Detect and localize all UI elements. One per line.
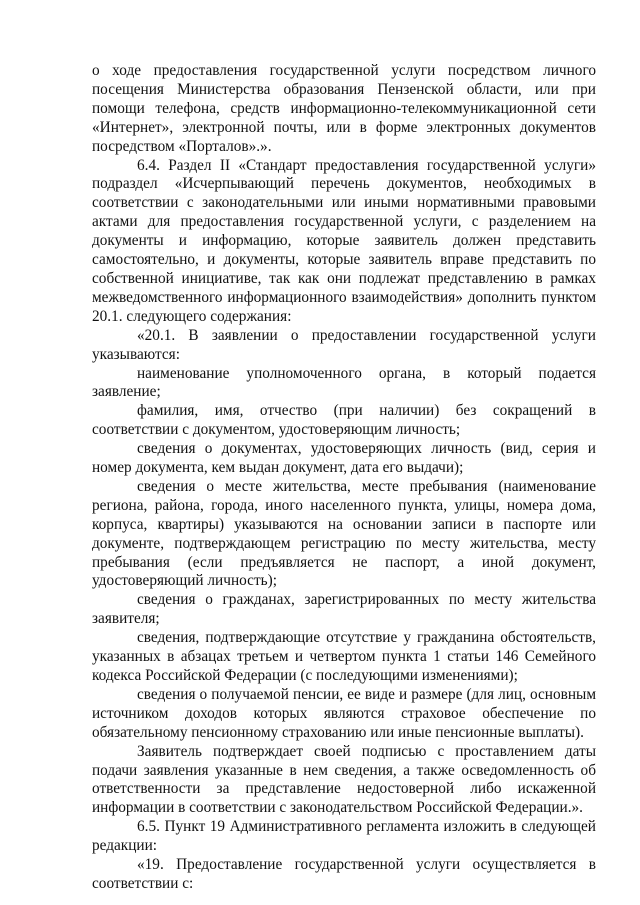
paragraph-4: наименование уполномоченного органа, в который подается заявление; <box>92 364 596 401</box>
paragraph-13: «19. Предоставление государственной услуги осуществляется в соответствии с: <box>92 856 596 892</box>
paragraph-6: сведения о документах, удостоверяющих личность (вид, серия и номер документа, кем выдан документ, дата его выдачи); <box>92 440 596 477</box>
paragraph-7: сведения о месте жительства, месте пребывания (наименование региона, района, города, иного населенного пункта, улицы, номера дома, корпуса, квартиры) указываются на основании записи в паспорте или документе, подтверждающем регистрацию по месту жительства, месту пребывания (если предъявляется не паспорт, а иной документ, удостоверяющий личность); <box>92 477 596 590</box>
paragraph-2: 6.4. Раздел II «Стандарт предоставления государственной услуги» подраздел «Исчерпывающий перечень документов, необходимых в соответствии с законодательными или иными нормативными правовыми актами для предоставления государственной услуги, с разделением на документы и информацию, которые заявитель должен представить самостоятельно, и документы, которые заявитель вправе представить по собственной инициативе, так как они подлежат представлению в рамках межведомственного информационного взаимодействия» дополнить пунктом 20.1. следующего содержания: <box>92 156 596 325</box>
paragraph-11: Заявитель подтверждает своей подписью с проставлением даты подачи заявления указанные в нем сведения, а также осведомленность об ответственности за представление недостоверной либо искаженной информации в соответствии с законодательством Российской Федерации.». <box>92 742 596 817</box>
paragraph-9: сведения, подтверждающие отсутствие у гражданина обстоятельств, указанных в абзацах третьем и четвертом пункта 1 статьи 146 Семейного кодекса Российской Федерации (с последующими изменениями); <box>92 629 596 684</box>
document-page <box>92 62 596 894</box>
paragraph-3: «20.1. В заявлении о предоставлении государственной услуги указываются: <box>92 326 596 363</box>
paragraph-10: сведения о получаемой пенсии, ее виде и размере (для лиц, основным источником доходов которых являются страховое обеспечение по обязательному пенсионному страхованию или иные пенсионные выплаты). <box>92 685 596 741</box>
paragraph-8: сведения о гражданах, зарегистрированных по месту жительства заявителя; <box>92 591 596 628</box>
paragraph-1: о ходе предоставления государственной услуги посредством личного посещения Министерства образования Пензенской области, или при помощи телефона, средств информационно-телекоммуникационной сети «Интернет», электронной почты, или в форме электронных документов посредством «Порталов».». <box>92 62 596 155</box>
paragraph-12: 6.5. Пункт 19 Административного регламента изложить в следующей редакции: <box>92 818 596 855</box>
paragraph-5: фамилия, имя, отчество (при наличии) без сокращений в соответствии с документом, удостоверяющим личность; <box>92 402 596 439</box>
